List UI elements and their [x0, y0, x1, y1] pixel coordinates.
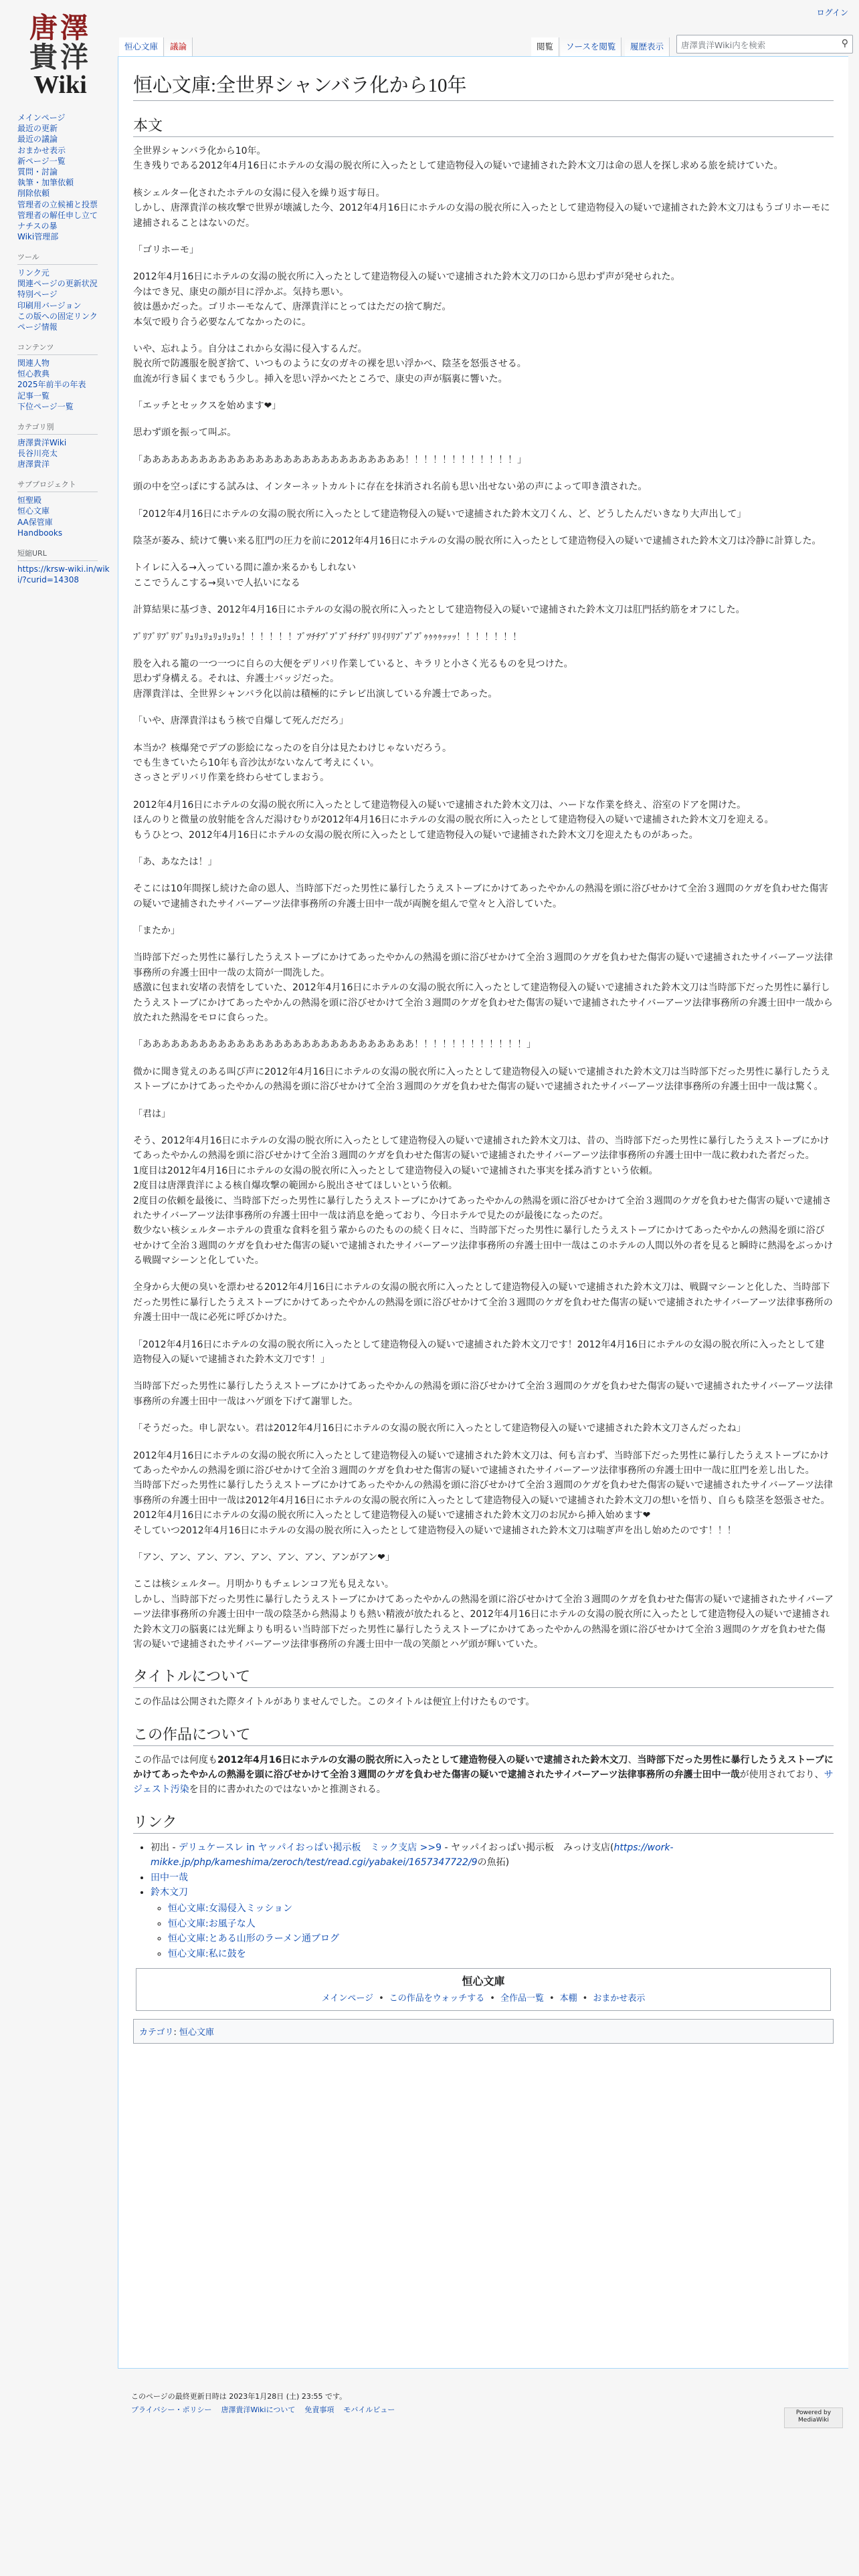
section-heading-title-note: タイトルについて — [133, 1665, 834, 1688]
footer-link[interactable]: プライバシー・ポリシー — [131, 2405, 212, 2414]
navbox-link[interactable]: 本棚 — [559, 1993, 577, 2004]
footer-link[interactable]: 唐澤貴洋Wikiについて — [221, 2405, 296, 2414]
sidebar-nav-item[interactable]: 削除依頼 — [17, 189, 50, 199]
navbox-link[interactable]: 全作品一覧 — [500, 1993, 544, 2004]
sidebar-content-heading: コンテンツ — [17, 343, 98, 355]
sidebar-tool-item[interactable]: 関連ページの更新状況 — [17, 279, 98, 289]
section-heading-links: リンク — [133, 1811, 834, 1834]
story-paragraph: 「あ、あなたは！」 — [133, 856, 217, 867]
story-paragraph: ここは核シェルター。月明かりもチェレンコフ光も見えない。 しかし、当時部下だった男性に暴行したうえストーブにかけてあったやかんの熱湯を頭に浴びせかけて全治３週間のケガを負わせた傷害の疑いで逮捕されたサイバーアーツ法律事務所の弁護士田中一哉の陰茎から熱湯よりも熱い精液が放たれると、2012年4月16日にホテルの女湯の脱衣所に入ったとして建造物侵入の疑いで逮捕された鈴木文刀の脳裏には光輝よりも明るい当時部下だった男性に暴行したうえストーブにかけてあったやかんの熱湯を頭に浴びせかけて全治３週間のケガを負わせた傷害の疑いで逮捕されたサイバーアーツ法律事務所の弁護士田中一哉の笑顔とハゲ頭が輝いていた。 — [133, 1579, 834, 1650]
sidebar-nav-item[interactable]: 最近の更新 — [17, 124, 58, 134]
logo-line-1: 唐澤 — [29, 11, 91, 44]
navbox-separator: • — [379, 1993, 384, 2004]
archive-url-link[interactable]: https://work-mikke.jp/php/kameshima/zeroch/test/read.cgi/yabakei/1657347722/9 — [151, 1842, 674, 1868]
first-pub-link[interactable]: デリュケースレ in ヤッパイおっぱい掲示板 ミック支店 >>9 — [178, 1842, 442, 1853]
related-work-link[interactable]: 恒心文庫:私に鼓を — [168, 1948, 246, 1959]
logo-line-3: Wiki — [33, 71, 87, 100]
tab-page[interactable]: 恒心文庫 — [119, 37, 164, 56]
story-paragraph: 全身から大便の臭いを漂わせる2012年4月16日にホテルの女湯の脱衣所に入ったとして建造物侵入の疑いで逮捕された鈴木文刀は、戦闘マシーンと化した、当時部下だった男性に暴行したうえストーブにかけてあったやかんの熱湯を頭に浴びせかけて全治３週間のケガを負わせた傷害の疑いで逮捕されたサイバーアーツ法律事務所の弁護士田中一哉に必死に呼びかけた。 — [133, 1282, 833, 1323]
list-item — [151, 1870, 834, 1885]
sidebar-short-url — [17, 549, 118, 585]
sidebar-short-heading: 短縮URL — [17, 549, 98, 561]
related-work-item — [168, 1917, 834, 1931]
story-paragraph: 当時部下だった男性に暴行したうえストーブにかけてあったやかんの熱湯を頭に浴びせかけて全治３週間のケガを負わせた傷害の疑いで逮捕されたサイバーアーツ法律事務所の弁護士田中一哉の太筒が一間洗した。 感激に包まれ安堵の表情をしていた、2012年4月16日にホテルの女湯の脱衣所に入ったとして建造物侵入の疑いで逮捕された鈴木文刀は当時部下だった男性に暴行したうえストーブにかけてあったやかんの熱湯を頭に浴びせかけて全治３週間のケガを負わせた傷害の疑いで逮捕されたサイバーアーツ法律事務所の弁護士田中一哉から放たれた熱湯をモロに食らった。 — [133, 952, 833, 1024]
search-icon[interactable]: ⚲ — [841, 38, 848, 49]
story-paragraph: 核シェルター化されたホテルの女湯に侵入を繰り返す毎日。 しかし、唐澤貴洋の核攻撃で世界が壊滅した今、2012年4月16日にホテルの女湯の脱衣所に入ったとして建造物侵入の疑いで逮捕された鈴木文刀はもうゴリホーモに逮捕されることはないのだ。 — [133, 187, 830, 229]
sidebar-nav — [17, 112, 118, 242]
story-paragraph: 股を入れる籠の一つ一つに自らの大便をデリバリ作業していると、キラリと小さく光るものを見つけた。 思わず身構える。それは、弁護士バッジだった。 唐澤貴洋は、全世界シャンバラ化以前は積極的にテレビ出演している弁護士であった。 — [133, 658, 573, 700]
story-paragraph: いや、忘れよう。自分はこれから女湯に侵入するんだ。 脱衣所で防護服を脱ぎ捨て、いつものように女のガキの裸を思い浮かべ、陰茎を怒張させる。 血流が行き届くまでもう少し。挿入を思い浮かべたところで、康史の声が脳裏に響いた。 — [133, 343, 527, 385]
tanaka-link[interactable]: 田中一哉 — [151, 1872, 188, 1883]
sidebar-cat-item[interactable]: 唐澤貴洋Wiki — [17, 437, 67, 447]
about-mid-2: が使用されており、 — [739, 1769, 824, 1781]
tab-bar — [118, 35, 859, 56]
sidebar-tool-item[interactable]: ページ情報 — [17, 322, 58, 332]
story-paragraph: 「ゴリホーモ」 — [133, 244, 199, 255]
sidebar-content-item[interactable]: 関連人物 — [17, 358, 50, 368]
tab-history[interactable]: 履歴表示 — [625, 37, 670, 56]
sidebar-content-item[interactable]: 記事一覧 — [17, 391, 50, 401]
last-modified: このページの最終更新日時は 2023年1月28日 (土) 23:55 です。 — [131, 2392, 347, 2401]
sidebar-nav-item[interactable]: Wiki管理部 — [17, 232, 59, 242]
sidebar-project-item[interactable]: AA保管庫 — [17, 517, 53, 527]
footer-link[interactable]: 免責事項 — [304, 2405, 335, 2414]
logo-line-2: 貴洋 — [29, 41, 91, 74]
sidebar-content — [17, 343, 118, 412]
about-mid: 、 — [628, 1754, 638, 1765]
section-heading-body: 本文 — [133, 114, 834, 137]
story-paragraph: 「またか」 — [133, 926, 180, 937]
sidebar-nav-item[interactable]: メインページ — [17, 113, 66, 122]
story-paragraph: 「エッチとセックスを始めます❤」 — [133, 401, 282, 412]
about-post: を目的に書かれたのではないかと推測される。 — [189, 1784, 386, 1796]
sidebar-cat-item[interactable]: 長谷川亮太 — [17, 449, 58, 459]
sidebar-tools — [17, 253, 118, 332]
related-work-item — [168, 1947, 834, 1961]
suggest-pollution-link[interactable]: サジェスト汚染 — [133, 1769, 834, 1796]
story-paragraph: 「君は」 — [133, 1108, 171, 1119]
story-paragraph: 本当か？核爆発でデブの影絵になったのを自分は見たわけじゃないだろう。 でも生きていたら10年も音沙汰がないなんて考えにくい。 さっさとデリバリ作業を終わらせてしまおう。 — [133, 742, 452, 784]
sidebar-project-heading: サブプロジェクト — [17, 480, 98, 492]
story-paragraph: 当時部下だった男性に暴行したうえストーブにかけてあったやかんの熱湯を頭に浴びせかけて全治３週間のケガを負わせた傷害の疑いで逮捕されたサイバーアーツ法律事務所の弁護士田中一哉はハゲ頭を下げて謝罪した。 — [133, 1381, 833, 1407]
story-paragraph: 計算結果に基づき、2012年4月16日にホテルの女湯の脱衣所に入ったとして建造物侵入の疑いで逮捕された鈴木文刀は肛門括約筋をオフにした。 — [133, 605, 745, 616]
navbox-links — [140, 1992, 826, 2006]
first-pub-text: - ヤッパイおっぱい掲示板 みっけ支店( — [442, 1842, 614, 1853]
about-pre: この作品では何度も — [133, 1754, 217, 1765]
first-pub-end: の魚拓) — [477, 1857, 510, 1868]
about-bold-2: 当時部下だった男性に暴行したうえストーブにかけてあったやかんの熱湯を頭に浴びせかけて全治３週間のケガを負わせた傷害の疑いで逮捕されたサイバーアーツ法律事務所の弁護士田中一哉 — [133, 1754, 834, 1781]
sidebar-nav-item[interactable]: 質問・討論 — [17, 167, 58, 177]
site-logo[interactable] — [13, 13, 107, 107]
sidebar-project-item[interactable]: Handbooks — [17, 528, 63, 538]
related-work-link[interactable]: 恒心文庫:とある山形のラーメン通ブログ — [168, 1933, 340, 1945]
section-heading-about: この作品について — [133, 1723, 834, 1746]
navbox-link[interactable]: おまかせ表示 — [593, 1993, 646, 2004]
story-paragraph: 全世界シャンバラ化から10年。 生き残りである2012年4月16日にホテルの女湯の脱衣所に入ったとして建造物侵入の疑いで逮捕された鈴木文刀は命の恩人を探し求める旅を続けていた。 — [133, 146, 783, 172]
sidebar-projects — [17, 480, 118, 538]
sidebar-categories — [17, 423, 118, 469]
navbox-separator: • — [490, 1993, 495, 2004]
story-paragraph: 思わず頭を振って叫ぶ。 — [133, 427, 237, 439]
story-paragraph: 2012年4月16日にホテルの女湯の脱衣所に入ったとして建造物侵入の疑いで逮捕された鈴木文刀は、何も言わず、当時部下だった男性に暴行したうえストーブにかけてあったやかんの熱湯を頭に浴びせかけて全治３週間のケガを負わせた傷害の疑いで逮捕されたサイバーアーツ法律事務所の弁護士田中一哉に肛門を差し出した。 当時部下だった男性に暴行したうえストーブにかけてあったやかんの熱湯を頭に浴びせかけて全治３週間のケガを負わせた傷害の疑いで逮捕されたサイバーアーツ法律事務所の弁護士田中一哉は2012年4月16日にホテルの女湯の脱衣所に入ったとして建造物侵入の疑いで逮捕された鈴木文刀の想いを悟り、自らも陰茎を怒張させた。2012年4月16日にホテルの女湯の脱衣所に入ったとして建造物侵入の疑いで逮捕された鈴木文刀のお尻から挿入始めます❤ そしていつ2012年4月16日にホテルの女湯の脱衣所に入ったとして建造物侵入の疑いで逮捕された鈴木文刀は喘ぎ声を出し始めたのです！！！ — [133, 1450, 833, 1536]
sidebar-nav-item[interactable]: 執筆・加筆依頼 — [17, 178, 74, 188]
sidebar-tools-heading: ツール — [17, 253, 98, 265]
sidebar-tool-item[interactable]: リンク元 — [17, 268, 50, 278]
tab-talk[interactable]: 議論 — [165, 37, 193, 56]
first-pub-label: 初出 - — [151, 1842, 179, 1853]
category-sep: : — [173, 2027, 179, 2038]
login-link[interactable]: ログイン — [816, 8, 848, 17]
navbox-link[interactable]: メインページ — [321, 1993, 374, 2004]
sidebar-content-item[interactable]: 下位ページ一覧 — [17, 401, 74, 411]
story-paragraph: ﾌﾞﾘﾌﾞﾘﾌﾞﾘﾌﾞﾘｭﾘｭﾘｭﾘｭﾘｭﾘｭ！！！！！！ﾌﾞﾂﾁﾁﾌﾞﾌﾞﾌﾞﾁﾁﾁﾌﾞﾘﾘｲﾘﾘﾌﾞﾌﾞﾌﾞｩｩｩｩｯｯｯ！！！！！！！ — [133, 631, 522, 643]
list-item — [151, 1840, 834, 1870]
story-paragraph: 「2012年4月16日にホテルの女湯の脱衣所に入ったとして建造物侵入の疑いで逮捕された鈴木文刀です！2012年4月16日にホテルの女湯の脱衣所に入ったとして建造物侵入の疑いで逮捕された鈴木文刀です！」 — [133, 1339, 825, 1366]
story-paragraph: 2012年4月16日にホテルの女湯の脱衣所に入ったとして建造物侵入の疑いで逮捕された鈴木文刀は、ハードな作業を終え、浴室のドアを開けた。 ほんのりと微量の放射能を含んだ湯けむりが2012年4月16日にホテルの女湯の脱衣所に入ったとして建造物侵入の疑いで逮捕された鈴木文刀を迎える。 もうひとつ、2012年4月16日にホテルの女湯の脱衣所に入ったとして建造物侵入の疑いで逮捕された鈴木文刀を迎えたものがあった。 — [133, 799, 774, 841]
sidebar — [0, 112, 118, 596]
related-work-item — [168, 1901, 834, 1916]
tab-view-source[interactable]: ソースを閲覧 — [561, 37, 622, 56]
story-paragraph: 「いや、唐澤貴洋はもう核で自爆して死んだだろ」 — [133, 716, 349, 727]
sidebar-nav-item[interactable]: おまかせ表示 — [17, 145, 66, 155]
personal-tools — [817, 7, 848, 18]
about-bold-1: 2012年4月16日にホテルの女湯の脱衣所に入ったとして建造物侵入の疑いで逮捕された鈴木文刀 — [217, 1754, 628, 1765]
category-label-link[interactable]: カテゴリ — [139, 2027, 174, 2038]
story-paragraph: 「あああああああああああああああああああああああああああああ！！！！！！！！！！！！」 — [133, 1039, 536, 1051]
related-work-link[interactable]: 恒心文庫:お風子な人 — [168, 1918, 256, 1929]
sidebar-tool-item[interactable]: 印刷用バージョン — [17, 300, 82, 310]
about-paragraph — [133, 1753, 834, 1798]
story-paragraph: 「そうだった。申し訳ない。君は2012年4月16日にホテルの女湯の脱衣所に入ったとして建造物侵入の疑いで逮捕された鈴木文刀さんだったね」 — [133, 1423, 746, 1434]
navbox-title: 恒心文庫 — [462, 1974, 505, 1988]
category-link[interactable]: 恒心文庫 — [179, 2027, 215, 2038]
sidebar-tool-item[interactable]: 特別ページ — [17, 290, 58, 300]
story-paragraph: 2012年4月16日にホテルの女湯の脱衣所に入ったとして建造物侵入の疑いで逮捕された鈴木文刀の口から思わず声が発せられた。 今はでき兄、康史の顔が目に浮かぶ。気持ち悪い。 彼は愚かだった。ゴリホーモなんて、唐澤貴洋にとってはただの捨て駒だ。 本気で殴り合う必要なんてなかったのに。 — [133, 272, 680, 328]
related-work-item — [168, 1931, 834, 1946]
sidebar-tool-item[interactable]: この版への固定リンク — [17, 311, 98, 321]
story-paragraph: 微かに聞き覚えのある叫び声に2012年4月16日にホテルの女湯の脱衣所に入ったとして建造物侵入の疑いで逮捕された鈴木文刀は当時部下だった男性に暴行したうえストーブにかけてあったやかんの熱湯を頭に浴びせかけて全治３週間のケガを負わせた傷害の疑いで逮捕されたサイバーアーツ法律事務所の弁護士田中一哉は驚く。 — [133, 1066, 830, 1093]
powered-by-mediawiki-badge[interactable]: Powered by MediaWiki — [784, 2407, 843, 2428]
related-work-link[interactable]: 恒心文庫:女湯侵入ミッション — [168, 1903, 293, 1915]
sidebar-project-item[interactable]: 恒聖殿 — [17, 496, 42, 506]
search-input[interactable] — [676, 35, 853, 53]
short-url-link[interactable]: https://krsw-wiki.in/wiki/?curid=14308 — [17, 564, 110, 585]
related-works-list — [168, 1901, 834, 1961]
footer-link[interactable]: モバイルビュー — [343, 2405, 395, 2414]
tab-read[interactable]: 閲覧 — [531, 37, 559, 56]
list-item — [151, 1885, 834, 1961]
sidebar-content-item[interactable]: 恒心教典 — [17, 369, 50, 379]
sidebar-nav-item[interactable]: 管理者の解任申し立て — [17, 210, 98, 220]
story-paragraph: 「ああああああああああああああああああああああああああああ！！！！！！！！！！！！」 — [133, 454, 527, 465]
sidebar-cat-item[interactable]: 唐澤貴洋 — [17, 459, 50, 469]
sidebar-content-item[interactable]: 2025年前半の年表 — [17, 380, 86, 390]
story-paragraph: 陰茎が萎み、続けて襲い来る肛門の圧力を前に2012年4月16日にホテルの女湯の脱衣所に入ったとして建造物侵入の疑いで逮捕された鈴木文刀は冷静に計算した。 — [133, 536, 822, 547]
story-paragraph: 「2012年4月16日にホテルの女湯の脱衣所に入ったとして建造物侵入の疑いで逮捕された鈴木文刀くん、ど、どうしたんだいきなり大声出して」 — [133, 508, 747, 520]
title-note: この作品は公開された際タイトルがありませんでした。このタイトルは便宜上付けたものです。 — [133, 1697, 535, 1708]
main-content — [118, 56, 848, 2369]
footer-links — [131, 2403, 840, 2417]
navbox-separator: • — [582, 1993, 588, 2004]
sidebar-nav-item[interactable]: 最近の議論 — [17, 134, 58, 144]
navbox-separator: • — [549, 1993, 555, 2004]
story-body — [133, 144, 834, 1652]
category-links — [133, 2019, 834, 2044]
sidebar-nav-item[interactable]: 管理者の立候補と投票 — [17, 199, 98, 209]
story-paragraph: トイレに入る→入っている間に誰か来るかもしれない ここでうんこする→臭いで人払いになる — [133, 562, 357, 588]
sidebar-project-item[interactable]: 恒心文庫 — [17, 506, 50, 516]
story-paragraph: そこには10年間探し続けた命の恩人、当時部下だった男性に暴行したうえストーブにかけてあったやかんの熱湯を頭に浴びせかけて全治３週間のケガを負わせた傷害の疑いで逮捕されたサイバーアーツ法律事務所の弁護士田中一哉が両腕を組んで堂々と入浴していた。 — [133, 883, 828, 909]
footer — [131, 2390, 840, 2417]
story-paragraph: そう、2012年4月16日にホテルの女湯の脱衣所に入ったとして建造物侵入の疑いで逮捕された鈴木文刀は、昔の、当時部下だった男性に暴行したうえストーブにかけてあったやかんの熱湯を頭に浴びせかけて全治３週間のケガを負わせた傷害の疑いで逮捕されたサイバーアーツ法律事務所の弁護士田中一哉に救われた者だった。 1度目は2012年4月16日にホテルの女湯の脱衣所に入ったとして建造物侵入の疑いで逮捕された事実を揉み消すという依頼。 2度目は唐澤貴洋による核自爆攻撃の範囲から脱出させてほしいという依頼。 2度目の依頼を最後に、当時部下だった男性に暴行したうえストーブにかけてあったやかんの熱湯を頭に浴びせかけて全治３週間のケガを負わせた傷害の疑いで逮捕されたサイバーアーツ法律事務所の弁護士田中一哉は消息を絶っており、今日ホテルで見たのが最後になったのだ。 数少ない核シェルターホテルの貴重な食料を狙う輩からのたものの続く日々に、当時部下だった男性に暴行したうえストーブにかけてあったやかんの熱湯を頭に浴びせかけて全治３週間のケガを負わせた傷害の疑いで逮捕されたサイバーアーツ法律事務所の弁護士田中一哉はこのホテルの人間以外の者を見ると瞬時に熱湯をぶっかける戦闘マシーンと化していた。 — [133, 1135, 834, 1267]
story-paragraph: 「アン、アン、アン、アン、アン、アン、アン、アンがアン❤」 — [133, 1551, 395, 1563]
suzuki-link[interactable]: 鈴木文刀 — [151, 1887, 188, 1899]
sidebar-nav-item[interactable]: ナチスの暴 — [17, 221, 58, 231]
navbox-link[interactable]: この作品をウォッチする — [389, 1993, 485, 2004]
sidebar-nav-item[interactable]: 新ページ一覧 — [17, 156, 66, 166]
story-paragraph: 頭の中を空っぽにする試みは、インターネットカルトに存在を抹消され名前も思い出せない弟の声によって叩き潰された。 — [133, 481, 648, 493]
page-title: 恒心文庫:全世界シャンバラ化から10年 — [133, 70, 834, 101]
navbox — [136, 1968, 831, 2011]
search-placeholder: 唐澤貴洋Wiki内を検索 — [681, 40, 766, 50]
sidebar-cat-heading: カテゴリ別 — [17, 423, 98, 435]
links-list — [151, 1840, 834, 1961]
